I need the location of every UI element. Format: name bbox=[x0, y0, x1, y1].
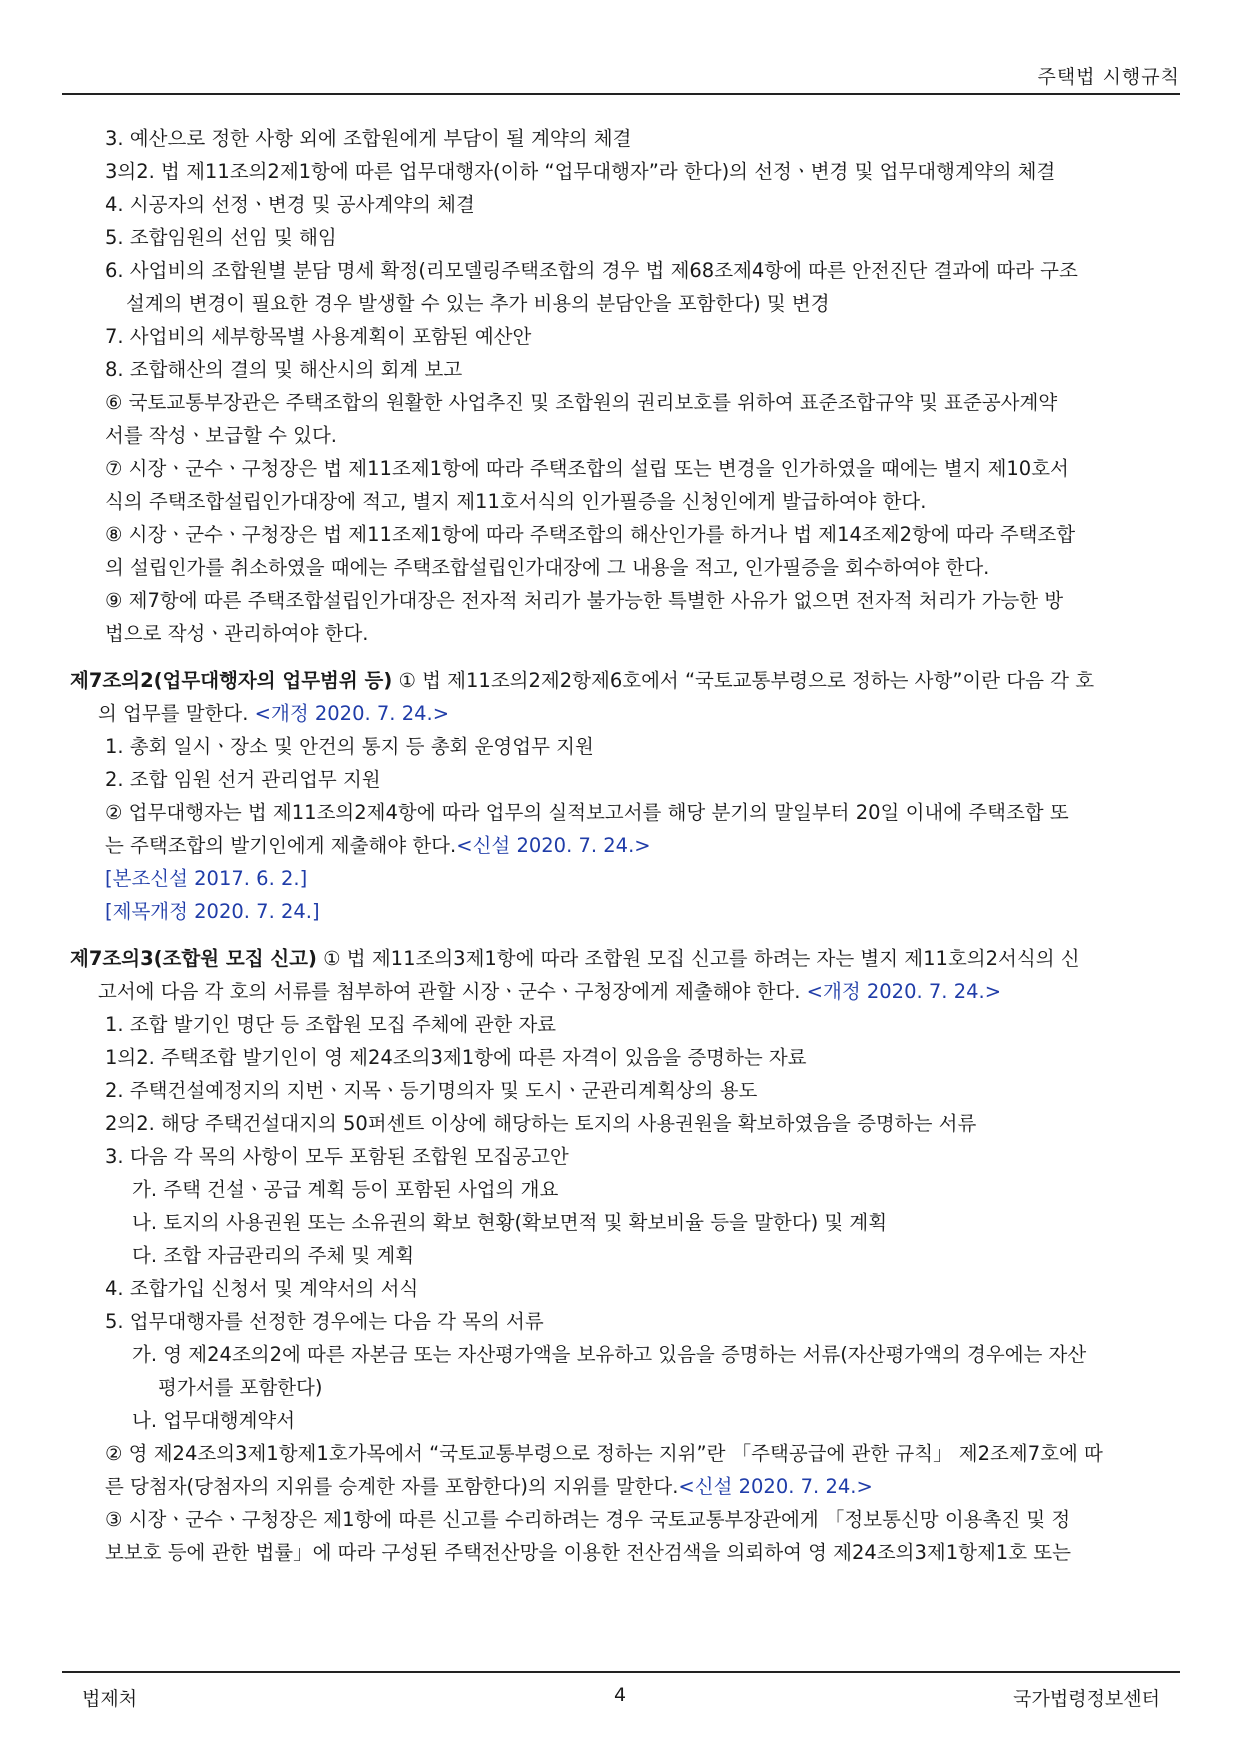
sub-list-item: 가. 영 제24조의2에 따른 자본금 또는 자산평가액을 보유하고 있음을 증명하는 서류(자산평가액의 경우에는 자산 bbox=[132, 1343, 1087, 1366]
list-item: 1의2. 주택조합 발기인이 영 제24조의3제1항에 따른 자격이 있음을 증명하는 자료 bbox=[105, 1046, 807, 1069]
article-text: ① 법 제11조의3제1항에 따라 조합원 모집 신고를 하려는 자는 별지 제11호의2서식의 신 bbox=[316, 947, 1080, 970]
list-item: 4. 조합가입 신청서 및 계약서의 서식 bbox=[105, 1277, 419, 1300]
page-number: 4 bbox=[613, 1684, 627, 1706]
article-text: 의 업무를 말한다. bbox=[98, 702, 255, 725]
footer-publisher: 법제처 bbox=[82, 1688, 138, 1710]
paragraph: ② 업무대행자는 법 제11조의2제4항에 따라 업무의 실적보고서를 해당 분기의 말일부터 20일 이내에 주택조합 또 bbox=[105, 801, 1069, 824]
paragraph: ② 영 제24조의3제1항제1호가목에서 “국토교통부령으로 정하는 지위”란 「주택공급에 관한 규칙」 제2조제7호에 따 bbox=[105, 1442, 1103, 1465]
paragraph-continuation: 식의 주택조합설립인가대장에 적고, 별지 제11호서식의 인가필증을 신청인에게 발급하여야 한다. bbox=[105, 490, 927, 513]
list-item: 1. 조합 발기인 명단 등 조합원 모집 주체에 관한 자료 bbox=[105, 1013, 557, 1036]
paragraph-continuation: 는 주택조합의 발기인에게 제출해야 한다. bbox=[105, 834, 457, 857]
list-item: 5. 조합임원의 선임 및 해임 bbox=[105, 226, 337, 249]
list-item: 7. 사업비의 세부항목별 사용계획이 포함된 예산안 bbox=[105, 325, 532, 348]
article-history-note: [제목개정 2020. 7. 24.] bbox=[105, 900, 320, 923]
list-item: 2. 조합 임원 선거 관리업무 지원 bbox=[105, 768, 381, 791]
list-item-continuation: 설계의 변경이 필요한 경우 발생할 수 있는 추가 비용의 분담안을 포함한다) 및 변경 bbox=[126, 292, 830, 315]
list-item: 4. 시공자의 선정ㆍ변경 및 공사계약의 체결 bbox=[105, 193, 475, 216]
article-history-note: [본조신설 2017. 6. 2.] bbox=[105, 867, 308, 890]
amendment-note: <신설 2020. 7. 24.> bbox=[678, 1475, 873, 1498]
document-header-title: 주택법 시행규칙 bbox=[1037, 66, 1180, 88]
paragraph-continuation: 보보호 등에 관한 법률」에 따라 구성된 주택전산망을 이용한 전산검색을 의뢰하여 영 제24조의3제1항제1호 또는 bbox=[105, 1541, 1071, 1564]
sub-list-item-continuation: 평가서를 포함한다) bbox=[158, 1376, 323, 1399]
list-item: 3. 다음 각 목의 사항이 모두 포함된 조합원 모집공고안 bbox=[105, 1145, 569, 1168]
paragraph: ⑨ 제7항에 따른 주택조합설립인가대장은 전자적 처리가 불가능한 특별한 사유가 없으면 전자적 처리가 가능한 방 bbox=[105, 589, 1064, 612]
amendment-note: <개정 2020. 7. 24.> bbox=[806, 980, 1002, 1003]
sub-list-item: 다. 조합 자금관리의 주체 및 계획 bbox=[132, 1244, 415, 1267]
footer-divider bbox=[62, 1671, 1180, 1673]
paragraph: ⑧ 시장ㆍ군수ㆍ구청장은 법 제11조제1항에 따라 주택조합의 해산인가를 하거나 법 제14조제2항에 따라 주택조합 bbox=[105, 523, 1076, 546]
list-item: 1. 총회 일시ㆍ장소 및 안건의 통지 등 총회 운영업무 지원 bbox=[105, 735, 594, 758]
paragraph-continuation: 의 설립인가를 취소하였을 때에는 주택조합설립인가대장에 그 내용을 적고, 인가필증을 회수하여야 한다. bbox=[105, 556, 990, 579]
article-7-3 bbox=[70, 942, 1182, 1569]
paragraph: ⑥ 국토교통부장관은 주택조합의 원활한 사업추진 및 조합원의 권리보호를 위하여 표준조합규약 및 표준공사계약 bbox=[105, 391, 1058, 414]
list-item: 2. 주택건설예정지의 지번ㆍ지목ㆍ등기명의자 및 도시ㆍ군관리계획상의 용도 bbox=[105, 1079, 758, 1102]
list-item: 2의2. 해당 주택건설대지의 50퍼센트 이상에 해당하는 토지의 사용권원을 확보하였음을 증명하는 서류 bbox=[105, 1112, 977, 1135]
paragraph-continuation: 른 당첨자(당첨자의 지위를 승계한 자를 포함한다)의 지위를 말한다. bbox=[105, 1475, 679, 1498]
list-item: 8. 조합해산의 결의 및 해산시의 회계 보고 bbox=[105, 358, 463, 381]
paragraph-continuation: 서를 작성ㆍ보급할 수 있다. bbox=[105, 424, 338, 447]
paragraph: ⑦ 시장ㆍ군수ㆍ구청장은 법 제11조제1항에 따라 주택조합의 설립 또는 변경을 인가하였을 때에는 별지 제10호서 bbox=[105, 457, 1069, 480]
article-title: 제7조의3(조합원 모집 신고) bbox=[70, 947, 317, 970]
list-item: 6. 사업비의 조합원별 분담 명세 확정(리모델링주택조합의 경우 법 제68조제4항에 따른 안전진단 결과에 따라 구조 bbox=[105, 259, 1078, 282]
list-item: 5. 업무대행자를 선정한 경우에는 다음 각 목의 서류 bbox=[105, 1310, 544, 1333]
paragraph: ③ 시장ㆍ군수ㆍ구청장은 제1항에 따른 신고를 수리하려는 경우 국토교통부장관에게 「정보통신망 이용촉진 및 정 bbox=[105, 1508, 1071, 1531]
footer-source: 국가법령정보센터 bbox=[1013, 1688, 1160, 1710]
article-text: 고서에 다음 각 호의 서류를 첨부하여 관할 시장ㆍ군수ㆍ구청장에게 제출해야 한다. bbox=[98, 980, 807, 1003]
article-title: 제7조의2(업무대행자의 업무범위 등) bbox=[70, 669, 393, 692]
sub-list-item: 나. 토지의 사용권원 또는 소유권의 확보 현황(확보면적 및 확보비율 등을 말한다) 및 계획 bbox=[132, 1211, 888, 1234]
document-body bbox=[70, 122, 1182, 1569]
amendment-note: <신설 2020. 7. 24.> bbox=[456, 834, 651, 857]
header-divider bbox=[62, 93, 1180, 95]
sub-list-item: 나. 업무대행계약서 bbox=[132, 1409, 296, 1432]
sub-list-item: 가. 주택 건설ㆍ공급 계획 등이 포함된 사업의 개요 bbox=[132, 1178, 559, 1201]
list-item: 3의2. 법 제11조의2제1항에 따른 업무대행자(이하 “업무대행자”라 한다)의 선정ㆍ변경 및 업무대행계약의 체결 bbox=[105, 160, 1056, 183]
article-7-2 bbox=[70, 664, 1182, 928]
list-item: 3. 예산으로 정한 사항 외에 조합원에게 부담이 될 계약의 체결 bbox=[105, 127, 632, 150]
article-text: ① 법 제11조의2제2항제6호에서 “국토교통부령으로 정하는 사항”이란 다음 각 호 bbox=[392, 669, 1095, 692]
amendment-note: <개정 2020. 7. 24.> bbox=[254, 702, 450, 725]
paragraph-continuation: 법으로 작성ㆍ관리하여야 한다. bbox=[105, 622, 369, 645]
